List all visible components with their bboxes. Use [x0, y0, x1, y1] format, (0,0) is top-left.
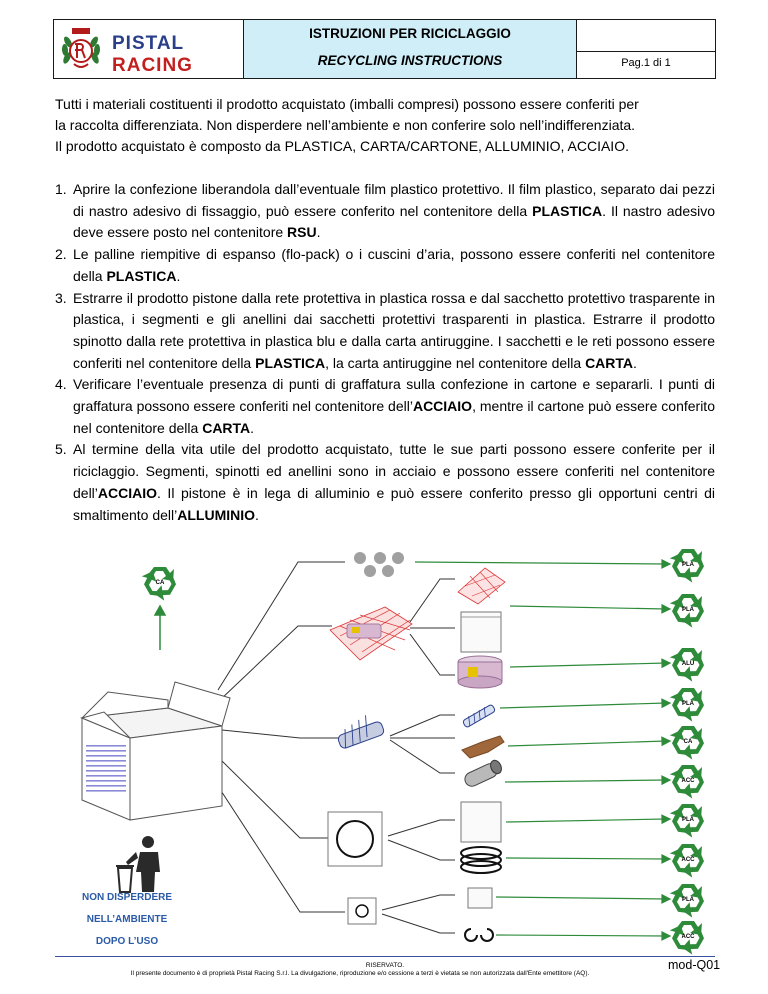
- recycle-symbol-icon: [668, 726, 707, 761]
- no-littering-icon: [116, 836, 160, 892]
- intro-line: la raccolta differenziata. Non disperdere nell’ambiente e non conferire solo nell’indifferenziata.: [55, 117, 636, 133]
- step-text: .: [255, 506, 259, 523]
- green-arrow-head: [662, 560, 670, 568]
- title-english: RECYCLING INSTRUCTIONS: [317, 53, 503, 68]
- recycle-label: PLA: [682, 607, 694, 613]
- step-number: 4.: [55, 376, 67, 393]
- intro-line: Tutti i materiali costituenti il prodotto acquistato (imballi compresi) possono essere conferiti per: [55, 96, 639, 112]
- step-text: .: [633, 354, 637, 371]
- green-arrow-line: [508, 741, 666, 746]
- step-text: , mentre il cartone può essere conferito nel contenitore della: [73, 398, 715, 436]
- recycle-symbol-icon: [668, 844, 707, 879]
- recycle-symbol-icon: [668, 804, 707, 839]
- antirust-paper-icon: [462, 736, 504, 758]
- small-bag-icon: [468, 888, 492, 908]
- green-arrow-line: [510, 663, 666, 667]
- recycle-symbol-icon: [668, 884, 707, 919]
- company-logo: [54, 20, 244, 78]
- green-arrow-line: [500, 703, 666, 708]
- red-net-piston-icon: [330, 607, 412, 660]
- instruction-step: [55, 179, 715, 244]
- step-number: 5.: [55, 441, 67, 458]
- warning-line: NON DISPERDERE: [81, 892, 172, 903]
- green-arrow-head: [662, 932, 670, 940]
- recycle-label: ACC: [681, 857, 695, 863]
- logo-text-bottom: RACING: [112, 55, 193, 76]
- instruction-step: [55, 288, 715, 375]
- recycle-label: PLA: [682, 897, 694, 903]
- plastic-bag-icon: [461, 802, 501, 842]
- up-arrow: [155, 606, 165, 650]
- warning-line: DOPO L’USO: [95, 936, 159, 947]
- recycle-label: ACC: [681, 778, 695, 784]
- intro-line: Il prodotto acquistato è composto da PLASTICA, CARTA/CARTONE, ALLUMINIO, ACCIAIO.: [55, 138, 629, 154]
- footer-reserved: RISERVATO.: [365, 962, 405, 969]
- recycle-symbols: [668, 549, 707, 955]
- green-arrow-head: [662, 815, 670, 823]
- green-arrow-head: [662, 895, 670, 903]
- instruction-steps: [55, 179, 715, 526]
- recycle-label: PLA: [682, 562, 694, 568]
- green-arrow-head: [662, 776, 670, 784]
- piston-pin-icon: [463, 759, 504, 789]
- step-text: . Il nastro adesivo deve essere posto nel contenitore: [73, 202, 715, 241]
- green-arrow-line: [510, 606, 666, 609]
- title-cell: [244, 20, 577, 78]
- plastic-bag-icon: [461, 612, 501, 652]
- step-keyword: CARTA: [202, 419, 251, 436]
- foam-balls-icon: [354, 552, 404, 577]
- green-arrow-line: [415, 562, 666, 564]
- recycle-symbol-icon: [668, 594, 707, 629]
- step-text: Al termine della vita utile del prodotto acquistato, tutte le sue parti possono essere conferite per il riciclaggio. Segmenti, spinotti ed anellini sono in acciaio e possono essere conferiti nel contenitore dell’: [73, 441, 715, 501]
- page-info-cell: [577, 20, 715, 78]
- green-arrow-head: [662, 605, 670, 613]
- step-text: , la carta antiruggine nel contenitore della: [325, 354, 586, 371]
- green-arrow-head: [662, 737, 670, 745]
- step-text: .: [176, 267, 181, 284]
- blue-net-icon: [462, 704, 495, 728]
- step-text: Estrarre il prodotto pistone dalla rete protettiva in plastica rossa e dal sacchetto protettivo trasparente in plastica, i segmenti e gli anellini dai sacchetti protettivi trasparenti in plastica. Estrarre il prodotto spinotto dalla rete protettiva in plastica blu e dalla carta antiruggine. I sacchetti e le reti possono essere conferiti nel contenitore della: [73, 289, 715, 371]
- step-keyword: CARTA: [585, 354, 634, 371]
- piston-icon: [458, 656, 502, 688]
- recycle-symbol-icon: [668, 549, 707, 584]
- step-text: Verificare l’eventuale presenza di punti di graffatura sulla confezione in cartone e separarli. I punti di graffatura possono essere conferiti nel contenitore dell’: [73, 376, 715, 415]
- red-net-icon: [458, 568, 505, 604]
- step-text: .: [250, 419, 255, 436]
- recycle-label: CA: [683, 739, 693, 745]
- instruction-step: [55, 439, 715, 526]
- green-arrow-head: [662, 699, 670, 707]
- green-arrow-line: [506, 819, 666, 822]
- green-arrow-head: [662, 855, 670, 863]
- step-number: 2.: [55, 246, 67, 263]
- step-keyword: PLASTICA: [532, 202, 603, 219]
- recycle-symbol-icon: [668, 921, 707, 955]
- cardboard-box-icon: [82, 682, 230, 820]
- step-keyword: RSU: [287, 224, 317, 241]
- step-keyword: ACCIAIO: [412, 398, 473, 415]
- recycle-symbol-icon: [668, 765, 707, 800]
- instruction-step: [55, 374, 715, 439]
- small-bag-ring-icon: [348, 898, 376, 924]
- recycle-symbol-icon: [140, 567, 179, 602]
- warning-line: NELL’AMBIENTE: [86, 914, 168, 925]
- blue-net-pin-icon: [337, 715, 385, 749]
- step-keyword: ACCIAIO: [97, 484, 158, 501]
- recycle-symbol-icon: [668, 688, 707, 723]
- green-arrows: [415, 560, 670, 940]
- title-italian: ISTRUZIONI PER RICICLAGGIO: [309, 26, 511, 41]
- circlips-icon: [465, 929, 493, 941]
- step-keyword: PLASTICA: [255, 354, 326, 371]
- recycle-symbol-icon: [668, 648, 707, 683]
- step-number: 3.: [55, 289, 67, 306]
- instruction-step: [55, 244, 715, 287]
- green-arrow-line: [496, 935, 666, 936]
- piston-rings-icon: [461, 847, 501, 873]
- step-keyword: ALLUMINIO: [177, 506, 256, 523]
- green-arrow-head: [662, 659, 670, 667]
- connector-lines: [214, 562, 455, 933]
- page-number: Pag.1 di 1: [621, 57, 671, 69]
- step-text: . Il pistone è in lega di alluminio e può essere conferito presso gli opportuni centri di smaltimento dell’: [73, 484, 715, 523]
- recycle-label: PLA: [682, 701, 694, 707]
- step-text: .: [316, 224, 321, 241]
- step-text: Aprire la confezione liberandola dall’eventuale film plastico protettivo. Il film plastico, separato dai pezzi di nastro adesivo di fissaggio, può essere conferito nel contenitore della: [73, 181, 715, 219]
- green-arrow-line: [505, 780, 666, 782]
- logo-text-top: PISTAL: [112, 33, 185, 54]
- step-text: Le palline riempitive di espanso (flo-pack) o i cuscini d’aria, possono essere conferiti nel contenitore della: [73, 246, 715, 284]
- recycle-label: CA: [155, 580, 165, 586]
- intro-text: [55, 94, 715, 157]
- footer-divider: [55, 956, 715, 957]
- recycle-label: ALU: [681, 661, 695, 667]
- footer-notice: Il presente documento è di proprietà Pistal Racing S.r.l. La divulgazione, riproduzione e/o cessione a terzi è vietata se non autorizzata dall'Ente emettitore (AQ).: [130, 970, 590, 977]
- recycle-label: ACC: [681, 934, 695, 940]
- green-arrow-line: [506, 858, 666, 859]
- step-number: 1.: [55, 181, 67, 197]
- green-arrow-line: [496, 897, 666, 899]
- recycle-label: PLA: [682, 817, 694, 823]
- document-header: [53, 19, 716, 79]
- document-code: mod-Q01: [668, 958, 721, 972]
- bag-ring-icon: [328, 812, 382, 866]
- step-keyword: PLASTICA: [106, 267, 177, 284]
